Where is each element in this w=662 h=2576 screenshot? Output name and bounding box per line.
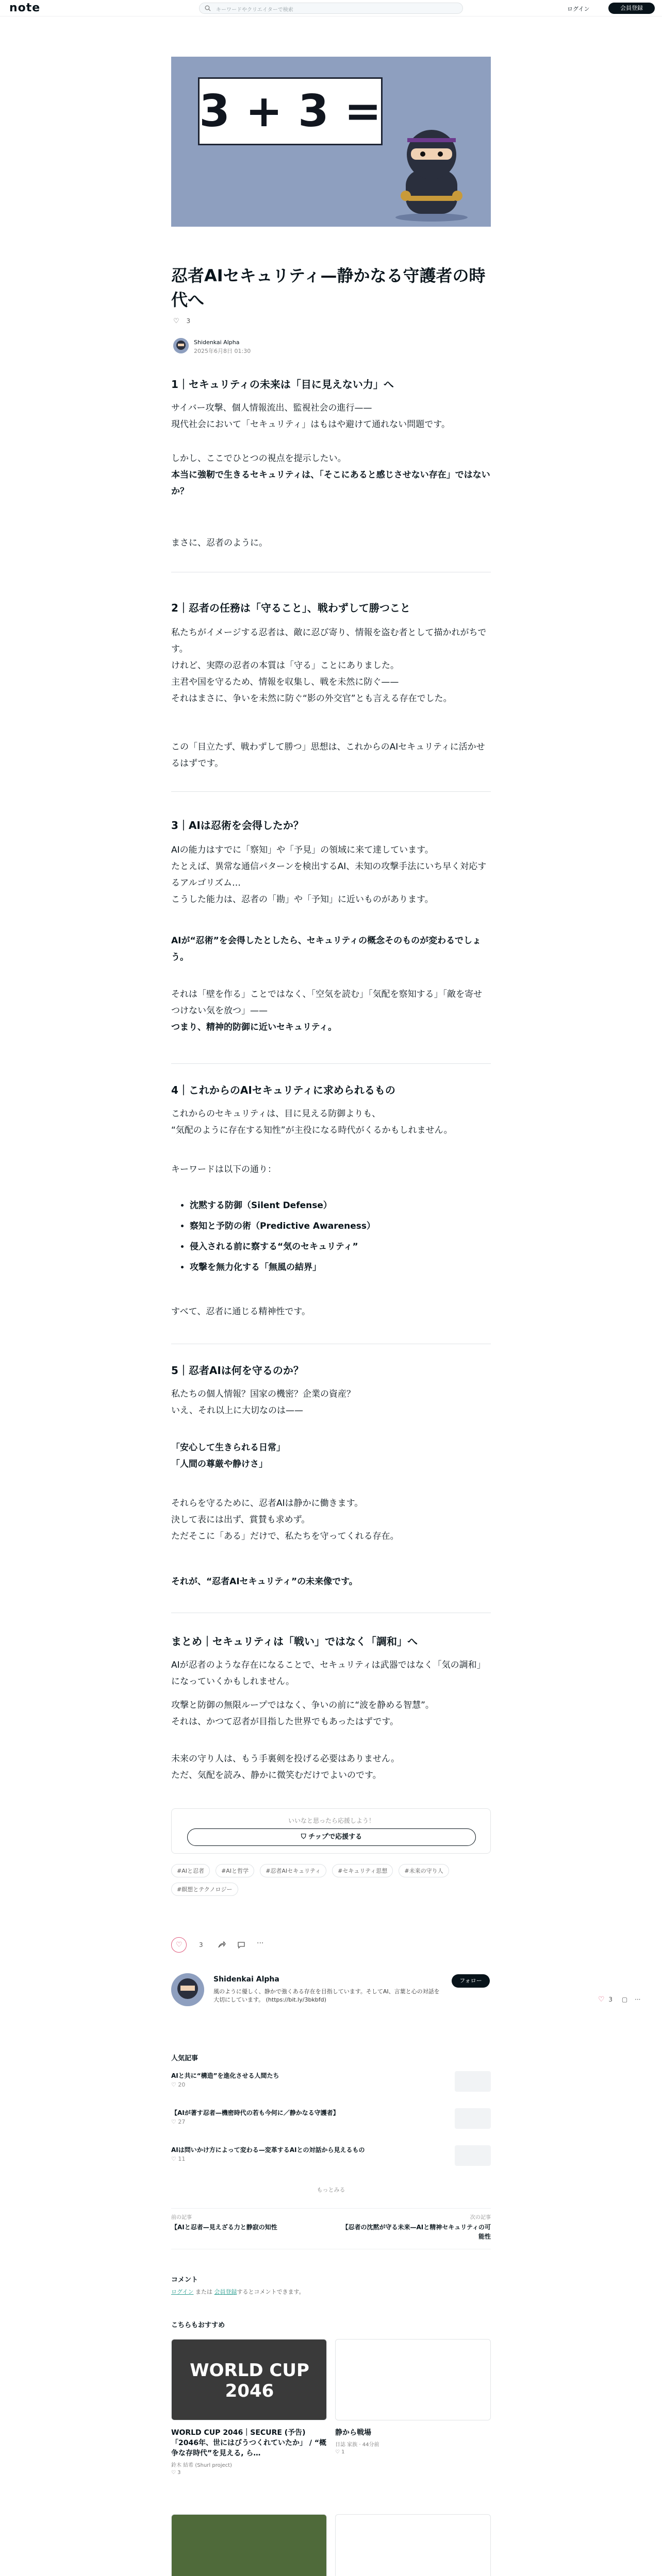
s5-line: 決して表には出ず、賞賛も求めず。: [171, 1515, 310, 1525]
s3-p3: [171, 986, 491, 1036]
popular-title[interactable]: AIと共に“構造”を進化させる人間たち: [171, 2072, 279, 2079]
more-icon[interactable]: ···: [635, 1996, 641, 2003]
prev-next-nav: [171, 2208, 491, 2249]
support-label: いいなと思ったら応援しよう！: [288, 1817, 375, 1824]
keyword-item: • 攻撃を無力化する「無風の結界」: [190, 1257, 490, 1278]
tag[interactable]: #セキュリティ思想: [332, 1864, 393, 1877]
post-date: 2025年6月8日 01:30: [194, 348, 251, 354]
s6-line: 未来の守り人は、もう手裏剣を投げる必要はありません。: [171, 1754, 400, 1764]
s6-p1: AIが忍者のような存在になることで、セキュリティは武器ではなく「気の調和」になっていくかもしれません。: [171, 1660, 486, 1687]
popular-item[interactable]: [171, 2071, 491, 2095]
heart-icon[interactable]: ♡: [598, 1995, 605, 2004]
like-row: [173, 317, 190, 328]
keyword-item: • 察知と予防の術（Predictive Awareness）: [190, 1216, 490, 1236]
heart-icon: ♡: [176, 1941, 183, 1949]
section-heading-1: 1｜セキュリティの未来は「目に見えない力」へ: [171, 378, 394, 391]
s1-line: しかし、ここでひとつの視点を提示したい。: [171, 453, 346, 464]
s3-line-bold: つまり、精神的防御に近いセキュリティ。: [171, 1022, 337, 1032]
s4-line: “気配のように存在する知性”が主役になる時代がくるかもしれません。: [171, 1125, 453, 1136]
s3-line: たとえば、異常な通信パターンを検出するAI、未知の攻撃手法にいち早く対応するアルゴリズム…: [171, 861, 487, 888]
next-title[interactable]: 【忍者の沈黙が守る未来—AIと精神セキュリティの可能性: [342, 2224, 491, 2240]
s3-line: それは「壁を作る」ことではなく、「空気を読む」「気配を察知する」「敵を寄せつけない気を放つ」——: [171, 989, 483, 1016]
popular-thumbnail[interactable]: [455, 2108, 491, 2129]
search-icon: [205, 5, 211, 11]
recommend-author[interactable]: 日誌 家族 · 44分前: [335, 2442, 379, 2448]
search-placeholder: キーワードやクリエイターで検索: [216, 7, 293, 13]
top-bar: [0, 0, 662, 16]
author-avatar-large[interactable]: [171, 1973, 204, 2006]
popular-heading: 人気記事: [171, 2055, 198, 2062]
recommend-title[interactable]: WORLD CUP 2046｜SECURE (予告)「2046年、世にはびうつくれていたか」 / “概争な存時代”を見える, ら…: [171, 2429, 327, 2458]
comment-icon[interactable]: [237, 1941, 245, 1948]
prev-article[interactable]: [171, 2213, 326, 2232]
side-actions: [598, 1995, 650, 2008]
comment-heading: コメント: [171, 2276, 198, 2284]
recommend-heading: こちらもおすすめ: [171, 2321, 225, 2329]
action-row: [171, 1937, 491, 1953]
login-link[interactable]: ログイン: [567, 6, 590, 12]
popular-title[interactable]: AIは問いかけ方によって変わる—変革するAIとの対話から見えるもの: [171, 2146, 365, 2154]
recommend-author[interactable]: 鈴木 結希 (Shurl project): [171, 2463, 232, 2468]
keyword-list: [180, 1195, 490, 1278]
side-like-count: 3: [608, 1996, 613, 2003]
tag[interactable]: #AIと忍者: [171, 1864, 210, 1877]
s4-p3: すべて、忍者に通じる精神性です。: [171, 1307, 310, 1317]
s5-line-bold: 「安心して生きられる日常」: [171, 1443, 285, 1453]
tag[interactable]: #忍者AIセキュリティ: [260, 1864, 326, 1877]
s1-line: 現代社会において「セキュリティ」はもはや避けて通れない問題です。: [171, 419, 450, 430]
popular-thumbnail[interactable]: [455, 2071, 491, 2092]
more-icon[interactable]: ···: [257, 1939, 264, 1947]
s5-p1: [171, 1386, 491, 1419]
prev-label: 前の記事: [171, 2215, 192, 2221]
popular-item[interactable]: [171, 2145, 491, 2169]
s5-line: それらを守るために、忍者AIは静かに働きます。: [171, 1498, 363, 1509]
search-bar[interactable]: [199, 3, 463, 14]
support-box: [171, 1808, 491, 1854]
follow-button[interactable]: フォロー: [452, 1974, 490, 1988]
article-title: 忍者AIセキュリティ—静かなる守護者の時代へ: [171, 266, 486, 310]
author-card-name[interactable]: Shidenkai Alpha: [213, 1975, 279, 1984]
recommend-thumbnail[interactable]: [171, 2339, 327, 2420]
s2-line: 主君や国を守るため、情報を収集し、戦を未然に防ぐ——: [171, 677, 399, 687]
section-heading-2: 2｜忍者の任務は「守ること」、戦わずして勝つこと: [171, 602, 410, 614]
s1-p2: [171, 450, 491, 500]
s3-p2: AIが“忍術”を会得したとしたら、セキュリティの概念そのものが変わるでしょう。: [171, 936, 481, 962]
s3-line: AIの能力はすでに「察知」や「予見」の領域に来て達しています。: [171, 845, 434, 855]
s5-line: 私たちの個人情報？国家の機密？企業の資産？: [171, 1389, 355, 1399]
divider: [171, 1063, 491, 1064]
author-avatar[interactable]: [173, 338, 189, 353]
recommend-thumbnail[interactable]: [171, 2514, 327, 2576]
s1-line-bold: 本当に強靭で生きるセキュリティは、「そこにあると感じさせない存在」ではないか？: [171, 470, 490, 497]
section-heading-5: 5｜忍者AIは何を守るのか？: [171, 1364, 304, 1377]
s4-p2: キーワードは以下の通り：: [171, 1164, 276, 1175]
s5-line: いえ、それ以上に大切なのは——: [171, 1405, 304, 1416]
divider: [171, 791, 491, 792]
author-card-bio: 風のように優しく、静かで強くある存在を目指しています。そしてAI、言葉と心の対話を大切にしています。 (https://bit.ly/3bkbfd): [213, 1988, 440, 2003]
like-count: 3: [199, 1941, 203, 1948]
popular-thumbnail[interactable]: [455, 2145, 491, 2166]
author-row[interactable]: [173, 338, 328, 359]
author-name[interactable]: Shidenkai Alpha: [194, 339, 240, 346]
share-icon[interactable]: [218, 1941, 226, 1948]
keyword-item: • 沈黙する防御（Silent Defense）: [190, 1195, 490, 1216]
more-link[interactable]: もっとみる: [317, 2187, 345, 2193]
bookmark-icon[interactable]: ▢: [621, 1996, 628, 2003]
s3-line: こうした能力は、忍者の「勘」や「予知」に近いものがあります。: [171, 894, 434, 905]
s5-line: ただそこに「ある」だけで、私たちを守ってくれる存在。: [171, 1531, 399, 1541]
recommend-stat: ♡ 1: [335, 2449, 345, 2455]
s2-p3: この「目立たず、戦わずして勝つ」思想は、これからのAIセキュリティに活かせるはずです。: [171, 742, 485, 769]
comment-or: または: [195, 2289, 212, 2295]
recommend-title[interactable]: 静から戦場: [335, 2429, 371, 2437]
popular-meta: ♡ 11: [171, 2156, 186, 2162]
s1-p3: まさに、忍者のように。: [171, 538, 268, 548]
comment-login-link[interactable]: ログイン: [171, 2289, 194, 2295]
section-heading-summary: まとめ｜セキュリティは「戦い」ではなく「調和」へ: [171, 1635, 418, 1648]
thumbnail-text: WORLD CUP 2046: [190, 2360, 309, 2401]
hero-equation: 3 + 3 =: [199, 86, 382, 137]
s3-p1: [171, 842, 491, 908]
comment-note: [171, 2287, 305, 2296]
tag[interactable]: #未来の守り人: [399, 1864, 449, 1877]
tag[interactable]: #瞑想とテクノロジー: [171, 1883, 238, 1896]
s2-p2: [171, 657, 491, 707]
s5-p3: [171, 1495, 491, 1545]
tag-list: [171, 1864, 491, 1901]
keyword-item: • 侵入される前に察する“気のセキュリティ”: [190, 1236, 490, 1257]
recommend-stat: ♡ 3: [171, 2470, 181, 2476]
s6-line: 攻撃と防御の無限ループではなく、争いの前に“波を静める智慧”。: [171, 1700, 434, 1710]
comment-suffix: するとコメントできます。: [237, 2289, 305, 2295]
like-button[interactable]: [171, 1937, 187, 1953]
s5-p4: それが、“忍者AIセキュリティ”の未来像です。: [171, 1577, 358, 1587]
prev-title[interactable]: 【AIと忍者—見えざる力と静寂の知性: [171, 2224, 277, 2231]
like-count: 3: [186, 317, 191, 325]
signup-button[interactable]: 会員登録: [608, 3, 655, 14]
s2-line: それはまさに、争いを未然に防ぐ“影の外交官”とも言える存在でした。: [171, 693, 452, 704]
hero-image: [171, 57, 491, 227]
heart-icon[interactable]: ♡: [173, 317, 179, 325]
s6-p3: [171, 1751, 491, 1784]
recommend-thumbnail[interactable]: [335, 2339, 491, 2420]
author-card: [171, 1973, 491, 2020]
tip-icon: ⛉: [301, 1833, 309, 1841]
s1-line: サイバー攻撃、個人情報流出、監視社会の進行——: [171, 403, 372, 413]
popular-item[interactable]: [171, 2108, 491, 2132]
s5-line-bold: 「人間の尊厳や静けさ」: [171, 1459, 268, 1469]
tag[interactable]: #AIと哲学: [216, 1864, 254, 1877]
popular-meta: ♡ 20: [171, 2081, 186, 2088]
next-article[interactable]: [336, 2213, 491, 2241]
s6-line: それは、かつて忍者が目指した世界でもあったはずです。: [171, 1717, 399, 1727]
s4-p1: [171, 1106, 491, 1139]
s4-line: これからのセキュリティは、目に見える防御よりも、: [171, 1109, 381, 1119]
ninja-figure: [388, 124, 475, 222]
section-heading-3: 3｜AIは忍術を会得したか？: [171, 819, 304, 832]
comment-signup-link[interactable]: 会員登録: [214, 2289, 237, 2295]
tip-button-label: チップで応援する: [308, 1833, 362, 1841]
s6-p2: [171, 1697, 491, 1730]
s2-line: けれど、実際の忍者の本質は「守る」ことにありました。: [171, 660, 399, 671]
popular-meta: ♡ 27: [171, 2119, 186, 2125]
s5-p2: [171, 1439, 491, 1472]
note-logo[interactable]: note: [9, 2, 41, 14]
s2-p1: 私たちがイメージする忍者は、敵に忍び寄り、情報を盗む者として描かれがちです。: [171, 628, 487, 654]
tip-button[interactable]: [187, 1828, 476, 1846]
recommend-thumbnail[interactable]: [335, 2514, 491, 2576]
s1-p1: [171, 400, 491, 433]
next-label: 次の記事: [470, 2215, 491, 2221]
popular-title[interactable]: 【AIが著す忍者—機密時代の若も今何に／静かなる守護者】: [171, 2109, 339, 2116]
section-heading-4: 4｜これからのAIセキュリティに求められるもの: [171, 1084, 395, 1096]
s6-line: ただ、気配を読み、静かに微笑むだけでよいのです。: [171, 1770, 382, 1781]
